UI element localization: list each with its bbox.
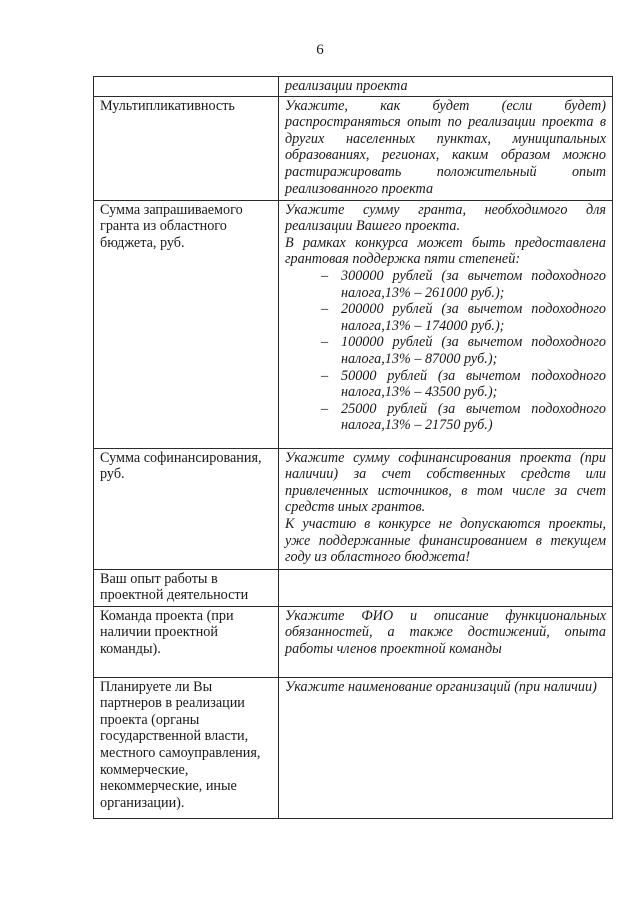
hint-text: В рамках конкурса может быть предоставлена грантовая поддержка пяти степеней: <box>285 234 606 268</box>
row-label: Команда проекта (при наличии проектной команды). <box>94 606 279 677</box>
list-item-text: 100000 рублей (за вычетом подоходного налога,13% – 87000 руб.); <box>341 334 606 367</box>
list-item <box>321 268 606 301</box>
hint-text: Укажите наименование организаций (при наличии) <box>285 678 597 695</box>
hint-text: реализации проекта <box>285 78 408 94</box>
row-hint <box>279 96 613 200</box>
row-hint <box>279 77 613 97</box>
row-label: Мультипликативность <box>94 96 279 200</box>
hint-text: Укажите ФИО и описание функциональных обязанностей, а также достижений, опыта работы членов проектной команды <box>285 607 606 657</box>
grant-levels-list <box>285 268 606 434</box>
dash-marker: – <box>321 267 329 284</box>
dash-marker: – <box>321 334 329 351</box>
table-row-partners <box>94 677 613 818</box>
row-label: Ваш опыт работы в проектной деятельности <box>94 569 279 606</box>
dash-marker: – <box>321 367 329 384</box>
row-label: Сумма запрашиваемого гранта из областного бюджета, руб. <box>94 200 279 448</box>
list-item <box>321 368 606 401</box>
hint-text: К участию в конкурсе не допускаются проекты, уже поддержанные финансированием в текущем году из областного бюджета! <box>285 515 606 566</box>
table-row-multiplicativity <box>94 96 613 200</box>
dash-marker: – <box>321 301 329 318</box>
list-item-text: 300000 рублей (за вычетом подоходного налога,13% – 261000 руб.); <box>341 267 606 301</box>
table-row-cofinancing <box>94 448 613 569</box>
list-item <box>321 334 606 367</box>
list-item-text: 50000 рублей (за вычетом подоходного налога,13% – 43500 руб.); <box>341 367 606 401</box>
row-label: Сумма софинансирования, руб. <box>94 448 279 569</box>
list-item-text: 25000 рублей (за вычетом подоходного налога,13% – 21750 руб.) <box>341 400 606 434</box>
row-label: Планируете ли Вы партнеров в реализации проекта (органы государственной власти, местного самоуправления, коммерческие, некоммерческие, иные организации). <box>94 677 279 818</box>
list-item <box>321 401 606 434</box>
application-form-table <box>93 76 613 819</box>
row-hint <box>279 677 613 818</box>
table-row-grant-amount <box>94 200 613 448</box>
row-hint-empty <box>279 569 613 606</box>
hint-text: Укажите сумму гранта, необходимого для реализации Вашего проекта. <box>285 201 606 235</box>
dash-marker: – <box>321 400 329 417</box>
hint-text: Укажите, как будет (если будет) распространяться опыт по реализации проекта в других населенных пунктах, муниципальных образованиях, регионах, каким образом можно растиражировать положительный опыт реализованного проекта <box>285 97 606 197</box>
row-hint <box>279 200 613 448</box>
row-hint <box>279 448 613 569</box>
hint-text: Укажите сумму софинансирования проекта (при наличии) за счет собственных средств или привлеченных источников, в том числе за счет средств иных грантов. <box>285 449 606 516</box>
row-hint <box>279 606 613 677</box>
row-label <box>94 77 279 97</box>
table-row-experience <box>94 569 613 606</box>
table-row <box>94 77 613 97</box>
table-row-team <box>94 606 613 677</box>
list-item-text: 200000 рублей (за вычетом подоходного налога,13% – 174000 руб.); <box>341 301 606 334</box>
page-number: 6 <box>316 42 324 58</box>
list-item <box>321 301 606 334</box>
